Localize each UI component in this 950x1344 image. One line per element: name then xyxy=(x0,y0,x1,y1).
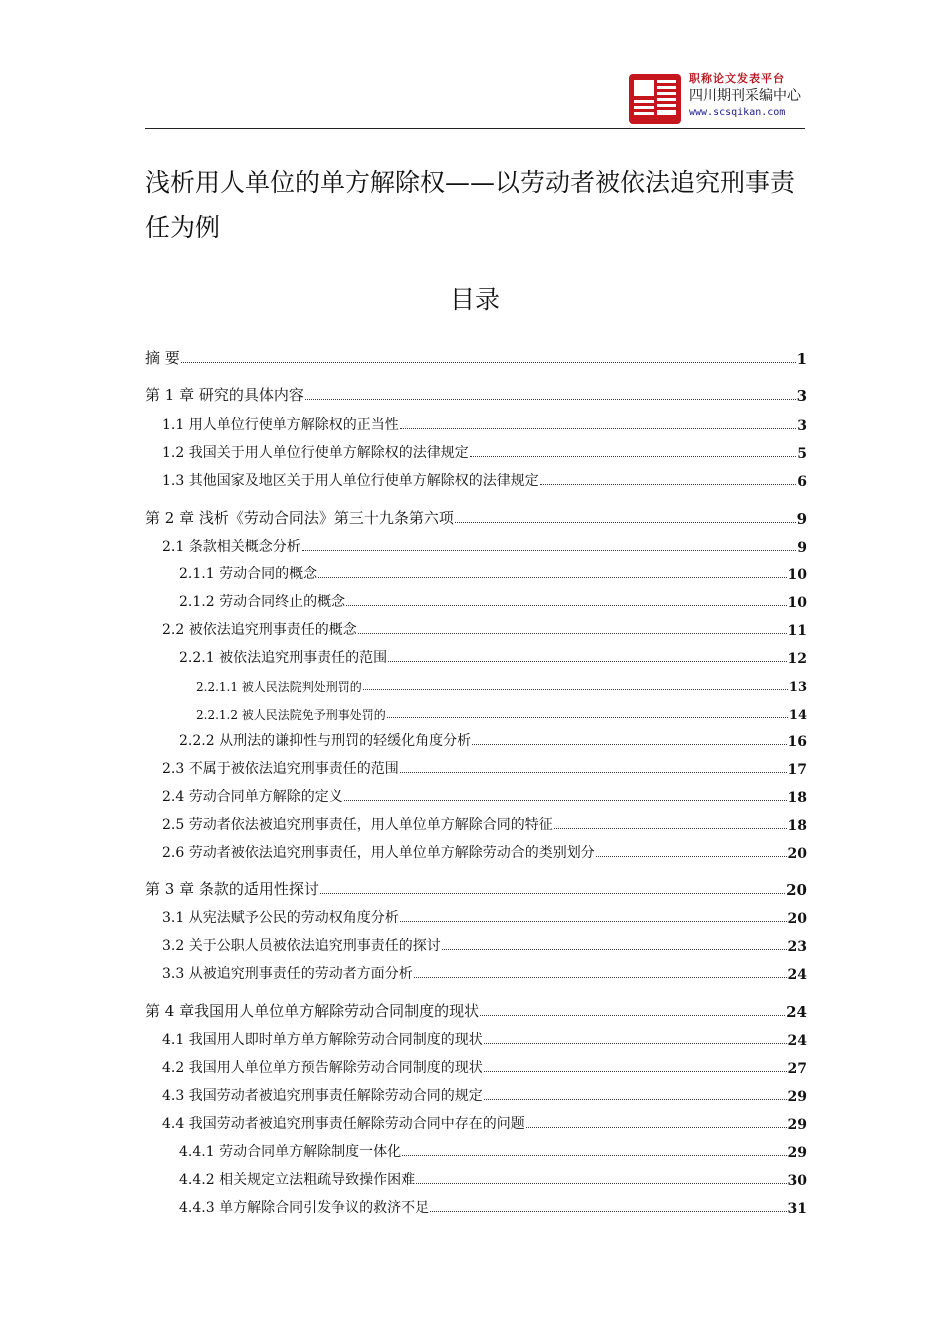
publisher-logo xyxy=(629,72,819,128)
toc-entry-label: 2.2.1.1 被人民法院判处刑罚的 xyxy=(196,680,362,694)
toc-entry-page: 27 xyxy=(787,1061,807,1077)
toc-entry-label: 3.1 从宪法赋予公民的劳动权角度分析 xyxy=(162,910,399,926)
toc-entry[interactable] xyxy=(145,589,807,611)
toc-entry-page: 29 xyxy=(787,1145,807,1161)
toc-entry[interactable] xyxy=(145,383,807,405)
toc-leader-dots xyxy=(484,1098,787,1100)
toc-entry-page: 30 xyxy=(787,1173,807,1189)
toc-entry-label: 2.2.1.2 被人民法院免予刑事处罚的 xyxy=(196,708,386,722)
toc-entry-label: 3.2 关于公职人员被依法追究刑事责任的探讨 xyxy=(162,938,441,954)
toc-entry[interactable] xyxy=(145,961,807,983)
toc-entry-label: 第 2 章 浅析《劳动合同法》第三十九条第六项 xyxy=(145,509,454,527)
toc-leader-dots xyxy=(302,549,797,551)
toc-entry-label: 4.4.3 单方解除合同引发争议的救济不足 xyxy=(179,1200,430,1216)
toc-entry-page: 24 xyxy=(787,1033,807,1049)
toc-entry[interactable] xyxy=(145,728,807,750)
toc-heading: 目录 xyxy=(449,285,500,314)
toc-leader-dots xyxy=(387,716,788,718)
toc-entry[interactable] xyxy=(145,1027,807,1049)
toc-entry-page: 13 xyxy=(788,680,807,695)
toc-leader-dots xyxy=(181,361,796,363)
toc-leader-dots xyxy=(344,799,787,801)
toc-entry-page: 3 xyxy=(797,418,807,434)
toc-entry[interactable] xyxy=(145,506,807,528)
toc-entry-page: 18 xyxy=(787,790,807,806)
toc-entry-label: 2.6 劳动者被依法追究刑事责任，用人单位单方解除劳动合的类别划分 xyxy=(162,845,595,861)
toc-entry-label: 摘 要 xyxy=(145,349,180,367)
toc-entry[interactable] xyxy=(145,346,807,368)
toc-entry[interactable] xyxy=(145,1055,807,1077)
toc-entry-page: 18 xyxy=(787,818,807,834)
toc-entry[interactable] xyxy=(145,1111,807,1133)
toc-entry-page: 9 xyxy=(797,540,807,556)
toc-leader-dots xyxy=(484,1070,787,1072)
toc-entry[interactable] xyxy=(145,645,807,667)
toc-entry[interactable] xyxy=(145,933,807,955)
toc-entry-label: 1.2 我国关于用人单位行使单方解除权的法律规定 xyxy=(162,445,469,461)
toc-entry-page: 3 xyxy=(796,387,807,405)
toc-entry[interactable] xyxy=(145,877,807,899)
toc-entry-page: 11 xyxy=(787,623,807,639)
toc-leader-dots xyxy=(480,1014,785,1016)
toc-leader-dots xyxy=(358,632,787,634)
toc-entry-label: 4.4 我国劳动者被追究刑事责任解除劳动合同中存在的问题 xyxy=(162,1116,525,1132)
toc-entry-label: 4.4.2 相关规定立法粗疏导致操作困难 xyxy=(179,1172,416,1188)
toc-entry-page: 14 xyxy=(788,708,807,723)
toc-entry[interactable] xyxy=(145,412,807,434)
toc-entry-page: 10 xyxy=(787,595,807,611)
toc-entry[interactable] xyxy=(145,1167,807,1189)
toc-entry-label: 2.2 被依法追究刑事责任的概念 xyxy=(162,622,357,638)
toc-entry-page: 17 xyxy=(787,762,807,778)
toc-entry-page: 31 xyxy=(787,1201,807,1217)
toc-leader-dots xyxy=(414,976,787,978)
toc-leader-dots xyxy=(470,455,797,457)
toc-entry-label: 2.1 条款相关概念分析 xyxy=(162,539,301,555)
toc-leader-dots xyxy=(363,688,788,690)
toc-entry[interactable] xyxy=(145,1139,807,1161)
toc-entry[interactable] xyxy=(145,1195,807,1217)
toc-entry-page: 23 xyxy=(787,939,807,955)
toc-entry-label: 4.4.1 劳动合同单方解除制度一体化 xyxy=(179,1144,402,1160)
toc-entry[interactable] xyxy=(145,534,807,556)
toc-entry[interactable] xyxy=(145,756,807,778)
toc-entry-label: 第 4 章我国用人单位单方解除劳动合同制度的现状 xyxy=(145,1002,480,1020)
toc-leader-dots xyxy=(540,483,797,485)
toc-entry-page: 29 xyxy=(787,1117,807,1133)
header-divider xyxy=(145,128,805,129)
toc-entry[interactable] xyxy=(145,561,807,583)
toc-entry-page: 12 xyxy=(787,651,807,667)
toc-entry-page: 9 xyxy=(796,510,807,528)
toc-entry[interactable] xyxy=(145,673,807,695)
toc-entry-page: 24 xyxy=(787,967,807,983)
toc-leader-dots xyxy=(554,827,787,829)
logo-tagline: 职称论文发表平台 xyxy=(689,72,785,85)
toc-entry-label: 2.1.2 劳动合同终止的概念 xyxy=(179,594,346,610)
toc-entry-label: 3.3 从被追究刑事责任的劳动者方面分析 xyxy=(162,966,413,982)
toc-leader-dots xyxy=(484,1042,787,1044)
toc-entry-page: 6 xyxy=(797,474,807,490)
document-title: 浅析用人单位的单方解除权——以劳动者被依法追究刑事责任为例 xyxy=(145,168,796,242)
toc-leader-dots xyxy=(472,743,786,745)
toc-entry-page: 20 xyxy=(787,846,807,862)
toc-leader-dots xyxy=(400,771,787,773)
toc-entry[interactable] xyxy=(145,440,807,462)
toc-entry[interactable] xyxy=(145,468,807,490)
toc-entry-label: 第 1 章 研究的具体内容 xyxy=(145,386,304,404)
toc-leader-dots xyxy=(388,660,786,662)
toc-entry[interactable] xyxy=(145,784,807,806)
toc-leader-dots xyxy=(320,892,785,894)
toc-entry-label: 2.3 不属于被依法追究刑事责任的范围 xyxy=(162,761,399,777)
toc-leader-dots xyxy=(596,855,787,857)
toc-leader-dots xyxy=(318,576,786,578)
toc-leader-dots xyxy=(305,398,796,400)
toc-leader-dots xyxy=(400,920,787,922)
toc-entry-page: 5 xyxy=(797,446,807,462)
toc-entry-label: 2.4 劳动合同单方解除的定义 xyxy=(162,789,343,805)
toc-entry-label: 2.5 劳动者依法被追究刑事责任，用人单位单方解除合同的特征 xyxy=(162,817,553,833)
toc-leader-dots xyxy=(400,427,797,429)
toc-entry-page: 20 xyxy=(787,911,807,927)
logo-url: www.scsqikan.com xyxy=(689,107,786,118)
toc-entry-page: 24 xyxy=(786,1003,807,1021)
toc-leader-dots xyxy=(455,521,796,523)
toc-entry-label: 4.2 我国用人单位单方预告解除劳动合同制度的现状 xyxy=(162,1060,483,1076)
toc-leader-dots xyxy=(442,948,787,950)
logo-name: 四川期刊采编中心 xyxy=(689,88,801,104)
toc-entry-page: 1 xyxy=(796,350,807,368)
toc-entry[interactable] xyxy=(145,999,807,1021)
toc-entry-label: 1.3 其他国家及地区关于用人单位行使单方解除权的法律规定 xyxy=(162,473,539,489)
toc-entry[interactable] xyxy=(145,701,807,723)
newspaper-logo-icon xyxy=(629,74,681,124)
toc-entry-label: 4.3 我国劳动者被追究刑事责任解除劳动合同的规定 xyxy=(162,1088,483,1104)
toc-entry-label: 2.2.2 从刑法的谦抑性与刑罚的轻缓化角度分析 xyxy=(179,733,472,749)
toc-entry-page: 16 xyxy=(787,734,807,750)
toc-leader-dots xyxy=(430,1210,786,1212)
toc-leader-dots xyxy=(416,1182,786,1184)
toc-entry[interactable] xyxy=(145,1083,807,1105)
toc-entry[interactable] xyxy=(145,617,807,639)
toc-entry-page: 20 xyxy=(786,881,807,899)
toc-entry[interactable] xyxy=(145,812,807,834)
toc-entry-label: 2.2.1 被依法追究刑事责任的范围 xyxy=(179,650,388,666)
toc-entry-page: 10 xyxy=(787,567,807,583)
toc-entry[interactable] xyxy=(145,905,807,927)
toc-entry[interactable] xyxy=(145,840,807,862)
toc-entry-page: 29 xyxy=(787,1089,807,1105)
toc-entry-label: 4.1 我国用人即时单方单方解除劳动合同制度的现状 xyxy=(162,1032,483,1048)
toc-leader-dots xyxy=(402,1154,786,1156)
toc-entry-label: 2.1.1 劳动合同的概念 xyxy=(179,566,318,582)
toc-leader-dots xyxy=(526,1126,787,1128)
toc-entry-label: 1.1 用人单位行使单方解除权的正当性 xyxy=(162,417,399,433)
toc-leader-dots xyxy=(346,604,786,606)
toc-entry-label: 第 3 章 条款的适用性探讨 xyxy=(145,880,319,898)
